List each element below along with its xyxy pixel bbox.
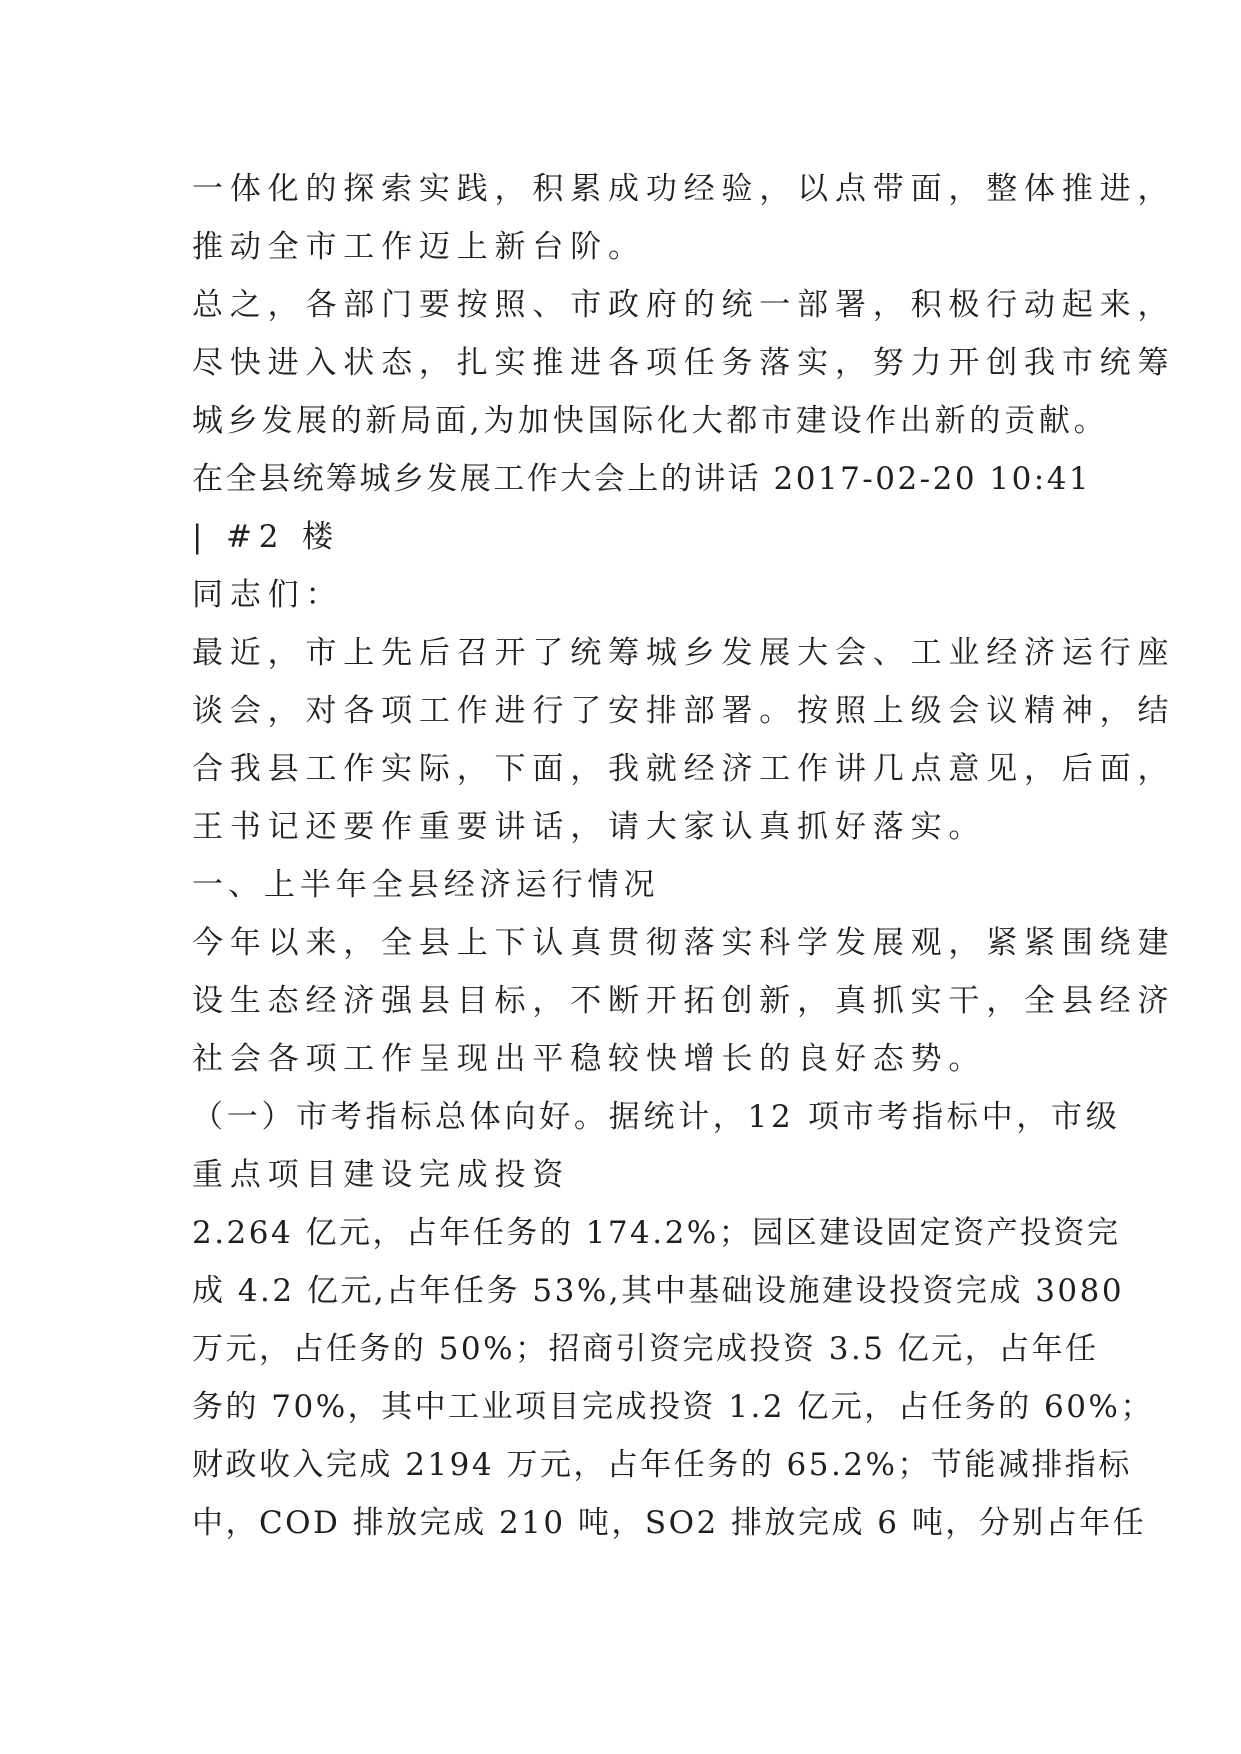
- text-line: 今年以来，全县上下认真贯彻落实科学发展观，紧紧围绕建: [192, 925, 1176, 961]
- document-body: [192, 160, 1176, 1552]
- text-line: 设生态经济强县目标，不断开拓创新，真抓实干，全县经济: [192, 983, 1176, 1019]
- text-line: 中，COD 排放完成 210 吨，SO2 排放完成 6 吨，分别占年任: [192, 1505, 1147, 1541]
- text-line: 一体化的探索实践，积累成功经验，以点带面，整体推进，: [192, 171, 1176, 207]
- text-line: 2.264 亿元，占年任务的 174.2%；园区建设固定资产投资完: [192, 1215, 1121, 1251]
- article-title-timestamp: 在全县统筹城乡发展工作大会上的讲话 2017-02-20 10:41: [192, 461, 1092, 497]
- text-line: 成 4.2 亿元,占年任务 53%,其中基础设施建设投资完成 3080: [192, 1273, 1125, 1309]
- text-line: 推动全市工作迈上新台阶。: [192, 229, 646, 265]
- text-line: 谈会，对各项工作进行了安排部署。按照上级会议精神，结: [192, 693, 1176, 729]
- text-line: 务的 70%，其中工业项目完成投资 1.2 亿元，占任务的 60%；: [192, 1389, 1154, 1425]
- text-line: 总之，各部门要按照、市政府的统一部署，积极行动起来，: [192, 287, 1176, 323]
- text-line: 重点项目建设完成投资: [192, 1157, 571, 1193]
- text-line: 合我县工作实际，下面，我就经济工作讲几点意见，后面，: [192, 751, 1176, 787]
- text-line: 万元，占任务的 50%；招商引资完成投资 3.5 亿元，占年任: [192, 1331, 1099, 1367]
- text-line: 城乡发展的新局面,为加快国际化大都市建设作出新的贡献。: [192, 403, 1109, 439]
- text-line: 王书记还要作重要讲话，请大家认真抓好落实。: [192, 809, 987, 845]
- text-line: 最近，市上先后召开了统筹城乡发展大会、工业经济运行座: [192, 635, 1176, 671]
- floor-marker: | #2 楼: [192, 519, 340, 555]
- section-heading: 一、上半年全县经济运行情况: [192, 867, 660, 903]
- text-line: 尽快进入状态，扎实推进各项任务落实，努力开创我市统筹: [192, 345, 1176, 381]
- text-line: （一）市考指标总体向好。据统计，12 项市考指标中，市级: [192, 1099, 1121, 1135]
- text-line: 社会各项工作呈现出平稳较快增长的良好态势。: [192, 1041, 987, 1077]
- text-line: 财政收入完成 2194 万元，占年任务的 65.2%；节能减排指标: [192, 1447, 1132, 1483]
- salutation: 同志们：: [192, 577, 344, 613]
